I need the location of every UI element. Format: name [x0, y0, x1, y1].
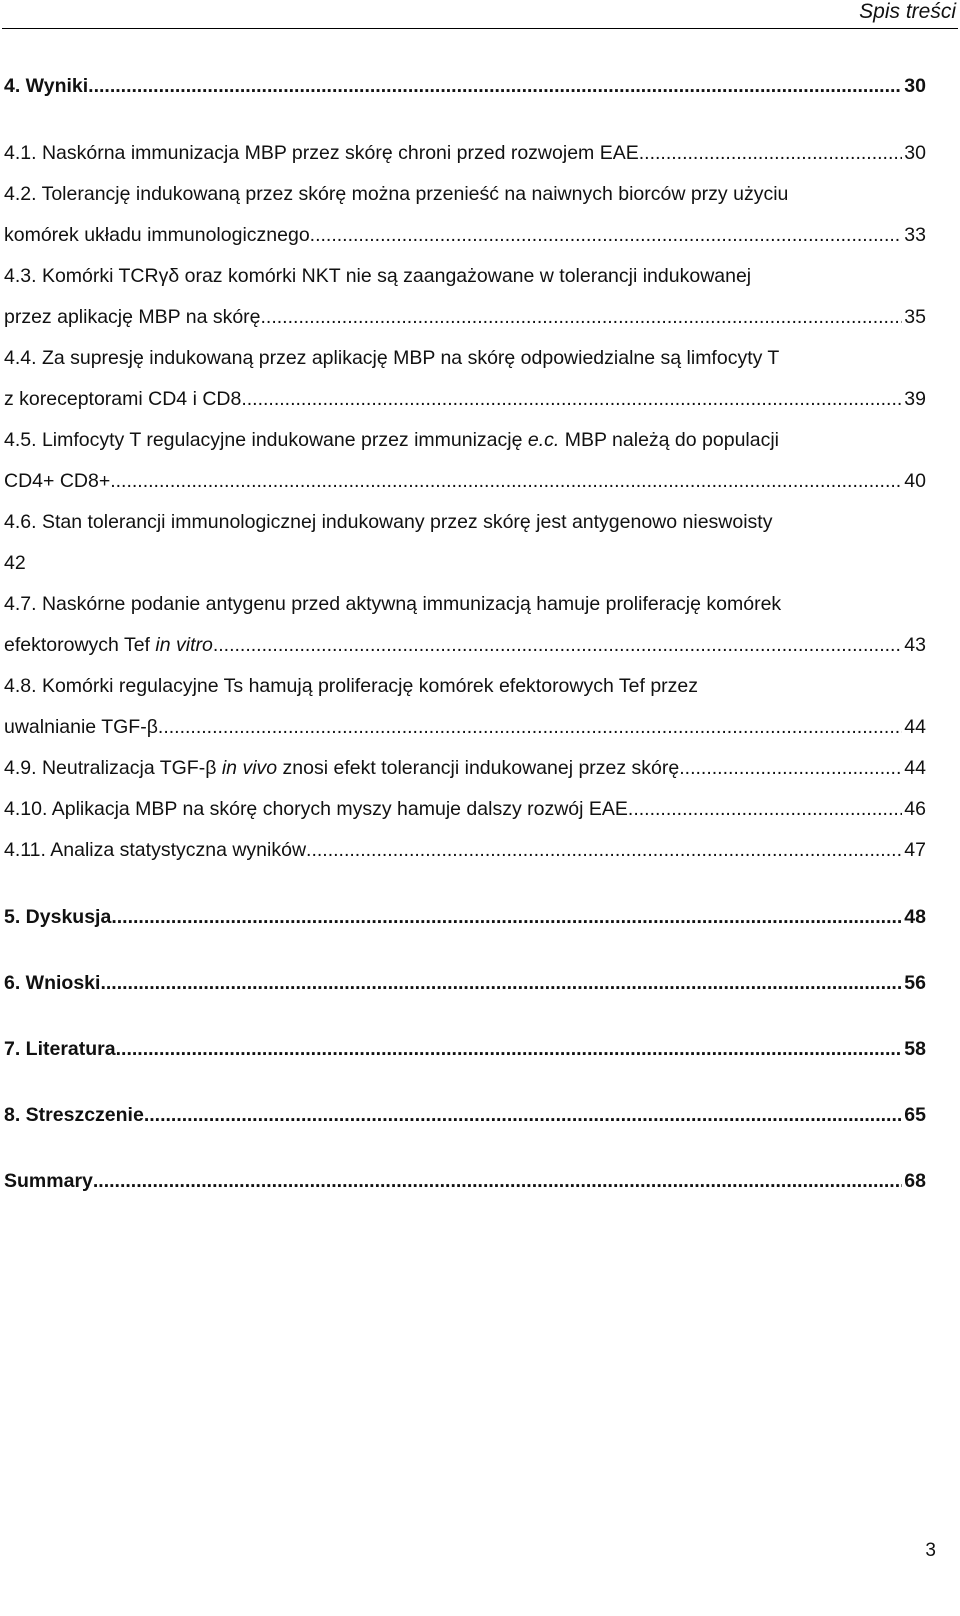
toc-title-line: 4.4. Za supresję indukowaną przez aplikację MBP na skórę odpowiedzialne są limfocyty T	[4, 347, 780, 369]
dot-leader	[241, 379, 902, 420]
dot-leader	[88, 66, 902, 107]
dot-leader	[213, 625, 902, 666]
toc-page-number: 33	[904, 224, 926, 246]
page-number: 3	[925, 1540, 936, 1561]
toc-entry-4-6[interactable]	[4, 502, 926, 584]
toc-page-number: 56	[904, 972, 926, 994]
toc-page-number: 43	[904, 634, 926, 656]
toc-entry-chapter-5[interactable]	[4, 897, 926, 938]
toc-entry-4-10[interactable]	[4, 789, 926, 830]
toc-text: MBP należą do populacji	[559, 429, 780, 451]
toc-page-number: 68	[904, 1170, 926, 1192]
toc-page-number: 58	[904, 1038, 926, 1060]
dot-leader	[144, 1095, 902, 1136]
dot-leader	[639, 133, 903, 174]
toc-page-number: 47	[904, 839, 926, 861]
toc-title	[4, 748, 679, 789]
toc-title-line: 4.3. Komórki TCRγδ oraz komórki NKT nie są zaangażowane w tolerancji indukowanej	[4, 265, 752, 287]
toc-title-line: CD4+ CD8+	[4, 470, 111, 492]
toc-title-line: komórek układu immunologicznego	[4, 224, 310, 246]
toc-entry-4-5[interactable]	[4, 420, 926, 502]
header-rule	[2, 28, 958, 29]
toc-page-number: 48	[904, 906, 926, 928]
toc-text-italic: in vitro	[155, 634, 213, 656]
toc-page-number: 44	[904, 716, 926, 738]
toc-title-line: uwalnianie TGF-β	[4, 716, 158, 738]
toc-entry-4-1[interactable]	[4, 133, 926, 174]
dot-leader	[310, 215, 903, 256]
toc-entry-chapter-6[interactable]	[4, 963, 926, 1004]
running-header: Spis treści	[859, 0, 956, 23]
toc-page-number: 46	[904, 798, 926, 820]
toc-page-number: 42	[4, 552, 26, 574]
toc-entry-4-11[interactable]	[4, 830, 926, 871]
toc-title-line: 4.7. Naskórne podanie antygenu przed aktywną immunizacją hamuje proliferację komórek	[4, 593, 782, 615]
toc-entry-4-3[interactable]	[4, 256, 926, 338]
toc-title-line: 4.8. Komórki regulacyjne Ts hamują proliferację komórek efektorowych Tef przez	[4, 675, 699, 697]
dot-leader	[111, 897, 902, 938]
toc-text: 4.9. Neutralizacja TGF-β	[4, 757, 222, 779]
dot-leader	[158, 707, 902, 748]
toc-page-number: 35	[904, 306, 926, 328]
toc-title: 8. Streszczenie	[4, 1104, 144, 1126]
toc-entry-chapter-8[interactable]	[4, 1095, 926, 1136]
toc-text: 4.5. Limfocyty T regulacyjne indukowane przez immunizację	[4, 429, 528, 451]
toc-title-line: przez aplikację MBP na skórę	[4, 306, 261, 328]
dot-leader	[110, 461, 902, 502]
toc-entry-chapter-7[interactable]	[4, 1029, 926, 1070]
dot-leader	[116, 1029, 903, 1070]
toc-entry-4-9[interactable]	[4, 748, 926, 789]
toc-title-line: 4.6. Stan tolerancji immunologicznej indukowany przez skórę jest antygenowo nieswoisty	[4, 511, 773, 533]
toc-title: 4.11. Analiza statystyczna wyników	[4, 839, 307, 861]
toc-text-italic: e.c.	[527, 429, 560, 451]
toc-page-number: 40	[904, 470, 926, 492]
toc-title: 5. Dyskusja	[4, 906, 112, 928]
toc-text: znosi efekt tolerancji indukowanej przez skórę	[277, 757, 680, 779]
toc-title: 7. Literatura	[4, 1038, 116, 1060]
toc-title-line: z koreceptorami CD4 i CD8	[4, 388, 242, 410]
dot-leader	[628, 789, 902, 830]
table-of-contents	[4, 66, 926, 1202]
toc-text: efektorowych Tef	[4, 634, 156, 656]
dot-leader	[679, 748, 902, 789]
toc-page-number: 30	[904, 75, 926, 97]
toc-entry-summary[interactable]	[4, 1161, 926, 1202]
toc-title: 4.1. Naskórna immunizacja MBP przez skórę chroni przed rozwojem EAE	[4, 142, 639, 164]
toc-text-italic: in vivo	[221, 757, 278, 779]
toc-page-number: 44	[904, 757, 926, 779]
toc-title: 4.10. Aplikacja MBP na skórę chorych myszy hamuje dalszy rozwój EAE	[4, 798, 628, 820]
toc-entry-4-2[interactable]	[4, 174, 926, 256]
toc-page-number: 39	[904, 388, 926, 410]
toc-title-line	[4, 625, 213, 666]
dot-leader	[93, 1161, 902, 1202]
toc-title: 4. Wyniki	[4, 75, 89, 97]
toc-entry-chapter-4[interactable]	[4, 66, 926, 107]
toc-entry-4-4[interactable]	[4, 338, 926, 420]
dot-leader	[261, 297, 903, 338]
toc-title-line: 4.2. Tolerancję indukowaną przez skórę można przenieść na naiwnych biorców przy użyciu	[4, 183, 789, 205]
toc-entry-4-7[interactable]	[4, 584, 926, 666]
toc-title: 6. Wnioski	[4, 972, 101, 994]
toc-title-line	[4, 420, 926, 461]
toc-entry-4-8[interactable]	[4, 666, 926, 748]
dot-leader	[100, 963, 902, 1004]
toc-page-number: 65	[904, 1104, 926, 1126]
toc-title: Summary	[4, 1170, 93, 1192]
dot-leader	[306, 830, 902, 871]
toc-page-number: 30	[904, 142, 926, 164]
